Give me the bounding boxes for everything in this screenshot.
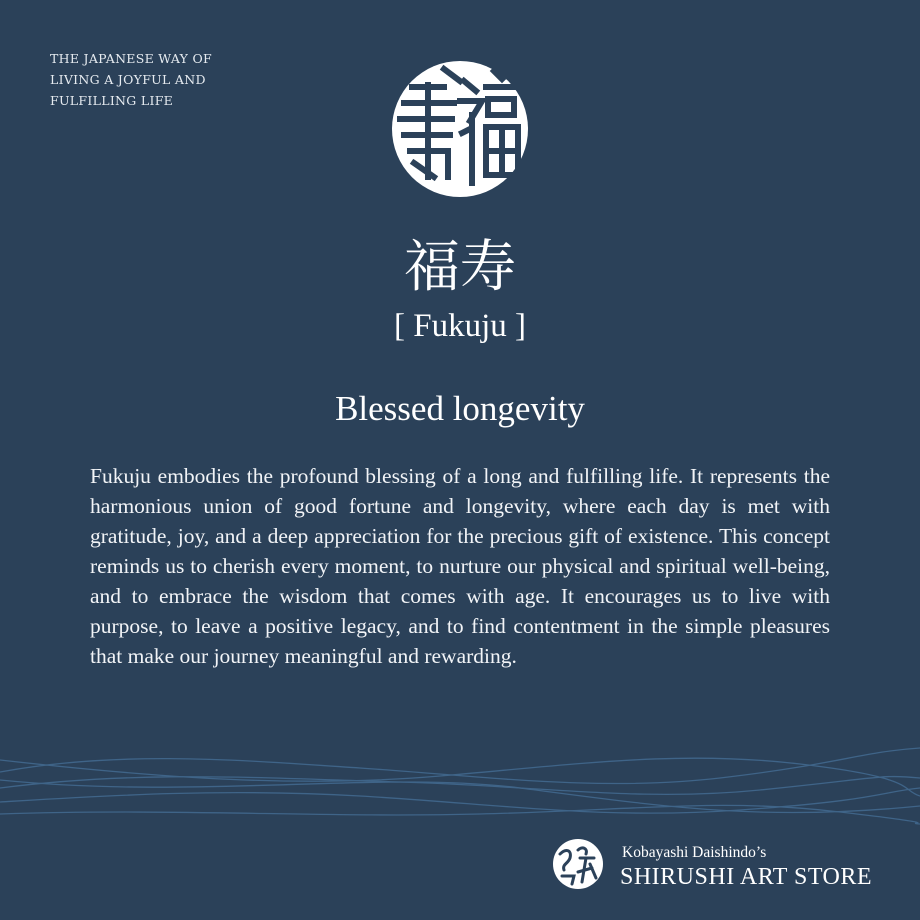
term-reading: [ Fukuju ] bbox=[394, 308, 526, 344]
fukuju-hanko-seal-icon bbox=[390, 59, 530, 199]
tagline-line-3: FULFILLING LIFE bbox=[50, 93, 174, 108]
term-meaning: Blessed longevity bbox=[335, 389, 585, 428]
tagline bbox=[50, 48, 212, 111]
decorative-waves bbox=[0, 730, 920, 840]
description-paragraph: Fukuju embodies the profound blessing of a long and fulfilling life. It represents the harmonious union of good fortune and longevity, where each day is met with gratitude, joy, and a deep appreciation for the precious gift of existence. This concept reminds us to cherish every moment, to nurture our physical and spiritual well-being, and to embrace the wisdom that comes with age. It encourages us to live with purpose, to leave a positive legacy, and to find contentment in the simple pleasures that make our journey meaningful and rewarding. bbox=[90, 464, 830, 668]
brand-name: SHIRUSHI ART STORE bbox=[620, 864, 873, 890]
shirushi-seal-logo-icon bbox=[552, 838, 604, 890]
term-kanji: 福寿 bbox=[404, 235, 516, 300]
tagline-line-2: LIVING A JOYFUL AND bbox=[50, 72, 206, 87]
brand-owner: Kobayashi Daishindo’s bbox=[622, 844, 767, 861]
tagline-line-1: THE JAPANESE WAY OF bbox=[50, 51, 212, 66]
